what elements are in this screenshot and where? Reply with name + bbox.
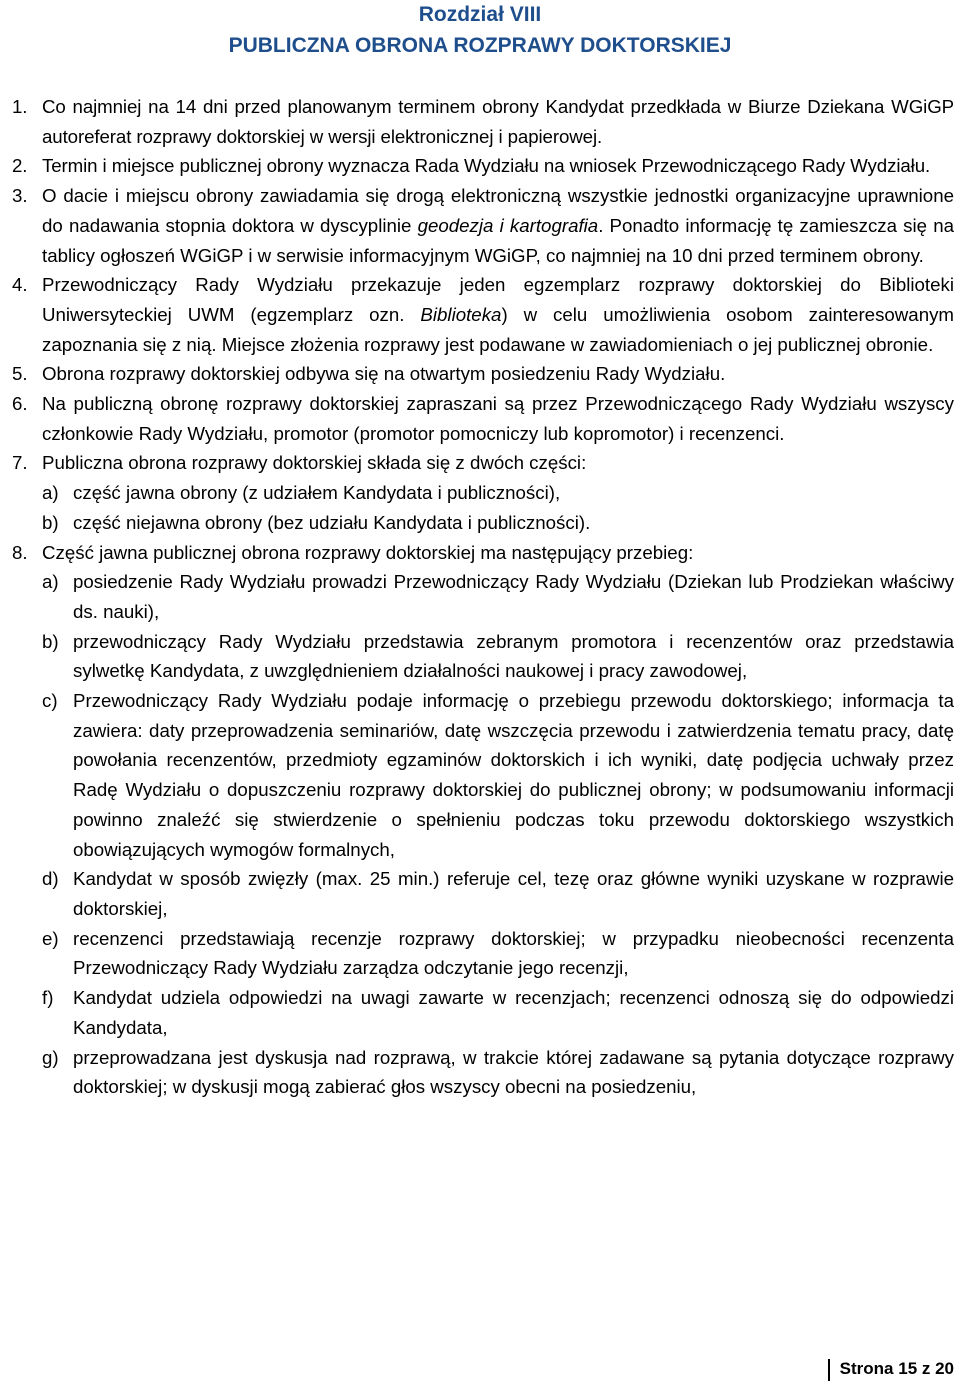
item-text-part: O dacie i miejscu obrony zawiadamia się drogą elektroniczną wszystkie jednostki organizacyjne uprawnione do nadawania stopnia doktora w dyscyplinie [42, 185, 954, 236]
item-text: Obrona rozprawy doktorskiej odbywa się na otwartym posiedzeniu Rady Wydziału. [42, 363, 726, 385]
item-number: 5. [12, 363, 28, 385]
item-text-italic: geodezja i kartografia [417, 214, 599, 236]
sub-item [42, 864, 954, 923]
sub-item-text: recenzenci przedstawiają recenzje rozprawy doktorskiej; w przypadku nieobecności recenzenta Przewodniczący Rady Wydziału zarządza odczytanie jego recenzji, [73, 927, 954, 979]
page-number: Strona 15 z 20 [839, 1359, 954, 1378]
section-body [12, 92, 954, 1102]
sub-item-letter: b) [42, 630, 59, 652]
list-item [12, 151, 954, 181]
sub-item-letter: f) [42, 987, 54, 1009]
sub-item [42, 478, 954, 508]
sub-item-text: przewodniczący Rady Wydziału przedstawia zebranym promotora i recenzentów oraz przedstawia sylwetkę Kandydata, z uwzględnieniem działalności naukowej i pracy zawodowej, [73, 630, 954, 682]
list-item [12, 359, 954, 389]
item-number: 7. [12, 452, 28, 474]
sub-item [42, 983, 954, 1042]
sub-item-text: Przewodniczący Rady Wydziału podaje informację o przebiegu przewodu doktorskiego; informacja ta zawiera: daty przeprowadzenia seminariów, datę wszczęcia przewodu i zatwierdzenia tematu pracy, datę powołania recenzentów, przedmioty egzaminów doktorskich i ich wyniki, datę podjęcia uchwały przez Radę Wydziału o dopuszczeniu rozprawy doktorskiej do publicznej obrony; w podsumowaniu informacji powinno znaleźć się stwierdzenie o spełnieniu podczas toku przewodu doktorskiego wszystkich obowiązujących wymogów formalnych, [73, 690, 954, 860]
sub-item-text: część niejawna obrony (bez udziału Kandydata i publiczności). [73, 511, 591, 533]
item-number: 8. [12, 541, 28, 563]
sub-item [42, 508, 954, 538]
sub-item [42, 686, 954, 864]
list-item [12, 538, 954, 1102]
sub-item [42, 924, 954, 983]
list-item [12, 92, 954, 151]
item-content [42, 448, 954, 537]
chapter-title: PUBLICZNA OBRONA ROZPRAWY DOKTORSKIEJ [228, 34, 732, 57]
sub-item-letter: c) [42, 690, 58, 712]
page-footer [828, 1356, 954, 1382]
sub-item-letter: b) [42, 511, 59, 533]
item-text [42, 270, 954, 359]
list-item [12, 448, 954, 537]
item-text: Część jawna publicznej obrona rozprawy doktorskiej ma następujący przebieg: [42, 541, 694, 563]
sub-item-text: część jawna obrony (z udziałem Kandydata i publiczności), [73, 482, 561, 504]
item-text: Co najmniej na 14 dni przed planowanym terminem obrony Kandydat przedkłada w Biurze Dziekana WGiGP autoreferat rozprawy doktorskiej w wersji elektronicznej i papierowej. [42, 96, 954, 147]
sub-item-text: posiedzenie Rady Wydziału prowadzi Przewodniczący Rady Wydziału (Dziekan lub Prodziekan właściwy ds. nauki), [73, 571, 954, 622]
list-item [12, 389, 954, 448]
item-number: 3. [12, 185, 28, 207]
item-content [42, 538, 954, 1102]
item-text [42, 181, 954, 270]
chapter-number: Rozdział VIII [418, 3, 542, 26]
item-text-part: . Ponadto informację tę zamieszcza się na tablicy ogłoszeń WGiGP i w serwisie informacyjnym WGiGP, co najmniej na 10 dni przed terminem obrony. [42, 214, 955, 266]
footer-divider [828, 1359, 830, 1381]
item-text-part: Przewodniczący Rady Wydziału przekazuje jeden egzemplarz rozprawy doktorskiej do Biblioteki Uniwersyteckiej UWM (egzemplarz ozn. [42, 274, 954, 325]
item-number: 4. [12, 274, 28, 296]
item-number: 1. [12, 96, 28, 117]
item-text-part: ) w celu umożliwienia osobom zainteresowanym zapoznania się z nią. Miejsce złożenia rozprawy jest podawane w zawiadomieniach o jej publicznej obronie. [42, 303, 954, 355]
sub-item-letter: a) [42, 571, 59, 593]
item-text-italic: Biblioteka [420, 303, 502, 325]
sub-item-text: Kandydat w sposób zwięzły (max. 25 min.) referuje cel, tezę oraz główne wyniki uzyskane w rozprawie doktorskiej, [73, 868, 954, 919]
sub-item-letter: g) [42, 1046, 59, 1068]
sub-item-letter: d) [42, 868, 59, 890]
sub-item-text: Kandydat udziela odpowiedzi na uwagi zawarte w recenzjach; recenzenci odnoszą się do odpowiedzi Kandydata, [73, 987, 954, 1038]
sub-item-letter: a) [42, 482, 59, 504]
item-text: Na publiczną obronę rozprawy doktorskiej zapraszani są przez Przewodniczącego Rady Wydziału wszyscy członkowie Rady Wydziału, promotor (promotor pomocniczy lub kopromotor) i recenzenci. [42, 393, 954, 444]
sub-item [42, 567, 954, 626]
sub-item [42, 627, 954, 686]
list-item [12, 181, 954, 270]
sub-item [42, 1043, 954, 1102]
item-text: Termin i miejsce publicznej obrony wyznacza Rada Wydziału na wniosek Przewodniczącego Rady Wydziału. [42, 155, 931, 177]
item-text: Publiczna obrona rozprawy doktorskiej składa się z dwóch części: [42, 452, 587, 474]
item-number: 6. [12, 393, 28, 415]
item-number: 2. [12, 155, 28, 177]
list-item [12, 270, 954, 359]
sub-item-letter: e) [42, 927, 59, 949]
sub-item-text: przeprowadzana jest dyskusja nad rozprawą, w trakcie której zadawane są pytania dotyczące rozprawy doktorskiej; w dyskusji mogą zabierać głos wszyscy obecni na posiedzeniu, [73, 1046, 954, 1098]
